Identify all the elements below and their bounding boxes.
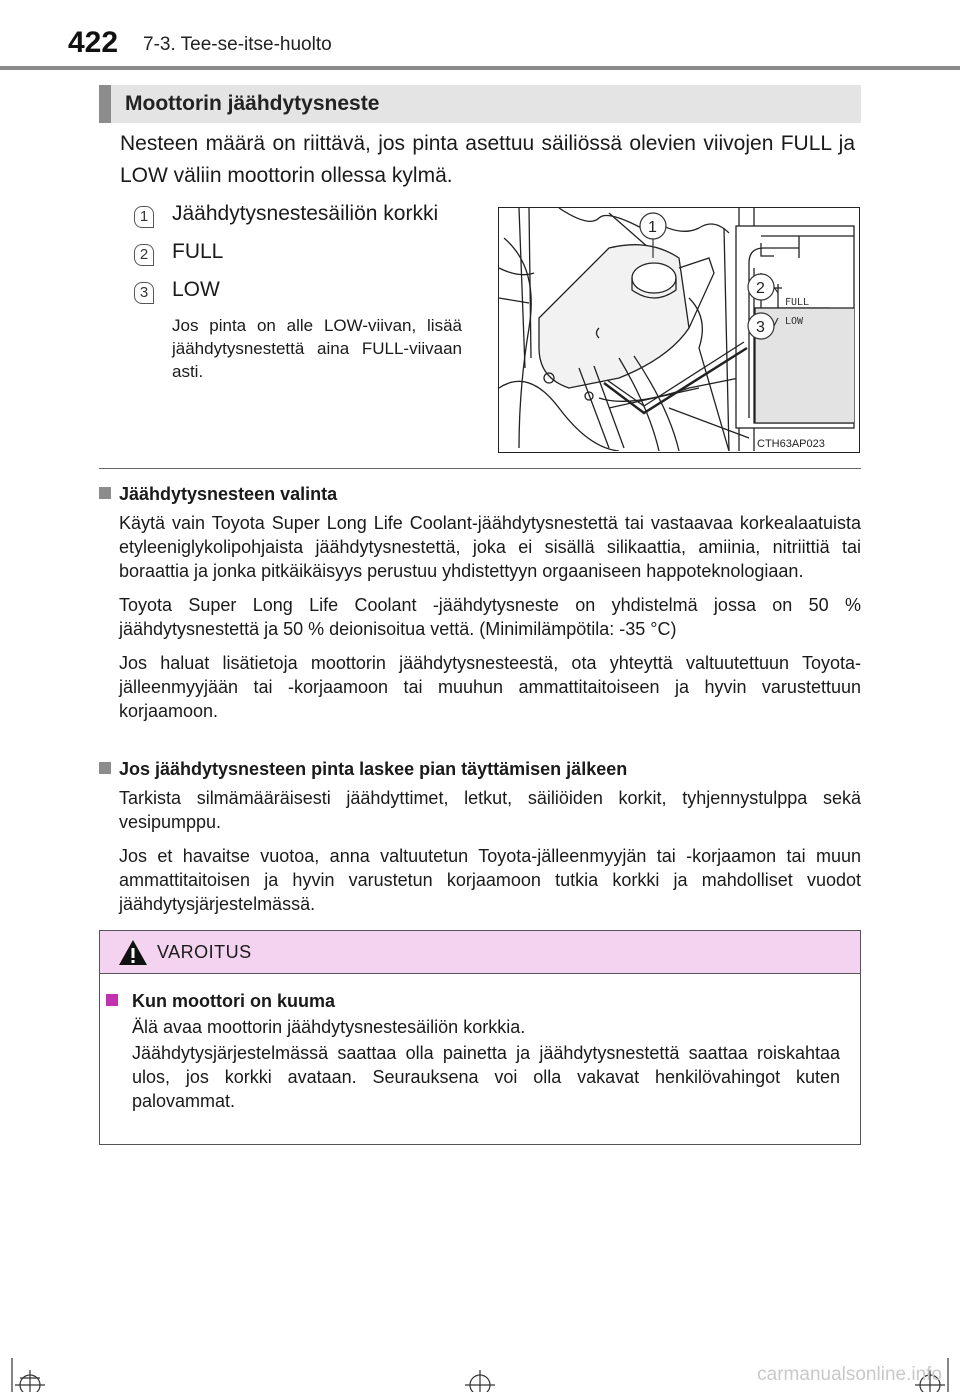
page-number: 422 — [68, 26, 119, 59]
warning-text: Jäähdytysjärjestelmässä saattaa olla painetta ja jäähdytysnestettä saattaa roiskahtaa ulos, jos korkki avataan. Seurauksena voi olla vakavat henkilövahingot kuten palovammat. — [132, 1043, 840, 1111]
section-title-bar — [99, 85, 861, 123]
callout-number: 1 — [134, 206, 154, 228]
paragraph: Tarkista silmämääräisesti jäähdyttimet, letkut, säiliöiden korkit, tyhjennystulppa sekä vesipumppu. — [119, 788, 861, 832]
figure-marker: 3 — [756, 319, 765, 336]
callout-label: Jäähdytysnestesäiliön korkki — [172, 202, 439, 225]
callout-item — [132, 276, 477, 314]
subsection-heading: Jos jäähdytysnesteen pinta laskee pian täyttämisen jälkeen — [99, 757, 861, 781]
figure-marker: 2 — [756, 280, 765, 297]
chapter-title: 7-3. Tee-se-itse-huolto — [143, 34, 332, 55]
full-level-label: FULL — [785, 297, 810, 308]
warning-triangle-icon — [118, 939, 148, 966]
engine-bay-drawing — [499, 208, 858, 451]
subsection-coolant-selection — [99, 482, 861, 723]
callout-list — [132, 200, 477, 314]
figure-marker: 1 — [648, 219, 657, 236]
section-divider — [99, 468, 861, 469]
low-level-label: LOW — [785, 316, 804, 327]
header-rule — [0, 66, 960, 70]
callout-label: LOW — [172, 278, 220, 301]
warning-body — [100, 989, 860, 1113]
bullet-square-icon — [99, 762, 111, 774]
paragraph: Toyota Super Long Life Coolant -jäähdytysneste on yhdistelmä jossa on 50 % jäähdytysnestettä ja 50 % deionisoitua vettä. (Minimilämpötila: -35 °C) — [119, 595, 861, 639]
subsection-level-drops — [99, 757, 861, 916]
watermark: carmanualsonline.info — [757, 1364, 942, 1385]
warning-text: Älä avaa moottorin jäähdytysnestesäiliön korkkia. — [132, 1017, 526, 1037]
callout-number: 2 — [134, 244, 154, 266]
callout-item — [132, 200, 477, 238]
figure-code: CTH63AP023 — [757, 438, 825, 450]
paragraph: Käytä vain Toyota Super Long Life Coolant-jäähdytysnestettä tai vastaavaa korkealaatuista etyleeniglykolipohjaista jäähdytysnestettä, joka ei sisällä silikaattia, amiinia, nitriittiä tai boraattia ja jonka pitkäikäisyys perustuu yhdistettyyn orgaaniseen happoteknologiaan. — [119, 513, 861, 581]
warning-header — [100, 931, 860, 974]
callout-label: FULL — [172, 240, 224, 263]
coolant-reservoir-illustration — [498, 207, 860, 453]
bullet-square-icon — [106, 994, 118, 1006]
callout-item — [132, 238, 477, 276]
warning-box — [99, 930, 861, 1145]
paragraph: Jos et havaitse vuotoa, anna valtuutetun Toyota-jälleenmyyjän tai -korjaamon tai muun ammattitaitoisen ja hyvin varustetun korjaamoon tutkia korkki ja mahdolliset vuodot jäähdytysjärjestelmässä. — [119, 846, 861, 914]
subsection-heading: Jäähdytysnesteen valinta — [99, 482, 861, 506]
warning-heading: Kun moottori on kuuma — [106, 989, 860, 1013]
callout-number: 3 — [134, 282, 154, 304]
section-title: Moottorin jäähdytysneste — [125, 92, 380, 115]
intro-paragraph: Nesteen määrä on riittävä, jos pinta asettuu säiliössä olevien viivojen FULL ja LOW väliin moottorin ollessa kylmä. — [120, 132, 855, 187]
callout-note: Jos pinta on alle LOW-viivan, lisää jäähdytysnestettä aina FULL-viivaan asti. — [172, 316, 462, 381]
bullet-square-icon — [99, 487, 111, 499]
warning-title: VAROITUS — [157, 942, 252, 962]
paragraph: Jos haluat lisätietoja moottorin jäähdytysnesteestä, ota yhteyttä valtuutettuun Toyota-jälleenmyyjään tai -korjaamoon tai muuhun ammattitaitoiseen ja hyvin varustettuun korjaamoon. — [119, 653, 861, 721]
